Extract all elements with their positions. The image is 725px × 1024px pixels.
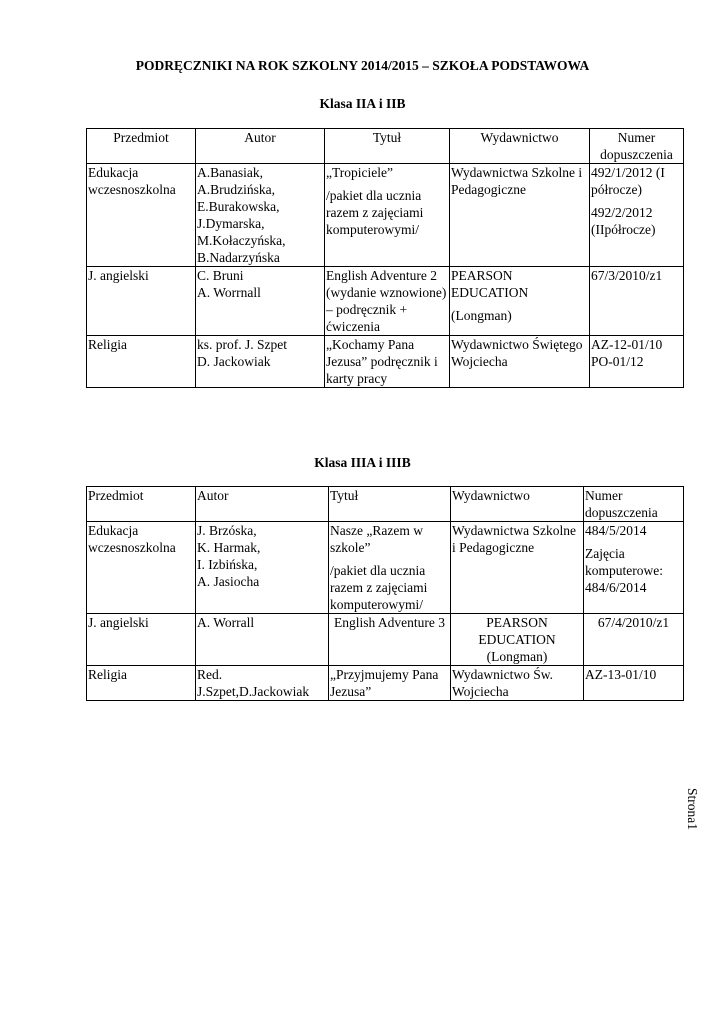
author-line: A. Worrall: [197, 615, 255, 630]
textbook-table-class-3: [86, 486, 684, 701]
table-row: [87, 267, 684, 336]
subject-line: Edukacja: [88, 523, 139, 538]
approval-number: 67/3/2010/z1: [591, 268, 663, 283]
publisher-text: Wydawnictwo Św. Wojciecha: [452, 667, 554, 699]
textbook-table-class-2: [86, 128, 684, 388]
author-cell: [196, 267, 325, 336]
subject-cell: [87, 522, 196, 614]
approval-number: 67/4/2010/z1: [597, 615, 670, 630]
approval-number: Zajęcia komputerowe: 484/6/2014: [585, 546, 663, 595]
approval-number-cell: [590, 267, 684, 336]
title-cell: [325, 164, 450, 267]
author-cell: [196, 614, 329, 666]
author-line: A. Jasiocha: [197, 574, 260, 589]
publisher-text: PEARSON EDUCATION (Longman): [478, 615, 556, 664]
approval-number-cell: [584, 614, 684, 666]
publisher-cell: [450, 267, 590, 336]
author-line: Red.: [197, 667, 223, 682]
page-number-label: Strona1: [685, 788, 700, 830]
header-author: Autor: [196, 129, 325, 164]
subject-line: J. angielski: [88, 268, 149, 283]
subject-cell: [87, 164, 196, 267]
header-title: Tytuł: [329, 487, 451, 522]
header-publisher: Wydawnictwo: [450, 129, 590, 164]
title-cell: [325, 336, 450, 388]
title-note: /pakiet dla ucznia razem z zajęciami komputerowymi/: [330, 563, 428, 612]
approval-number-cell: [590, 336, 684, 388]
title-cell: [325, 267, 450, 336]
author-line: M.Kołaczyńska,: [197, 233, 286, 248]
author-cell: [196, 336, 325, 388]
publisher-cell: [451, 666, 584, 701]
title-cell: [329, 666, 451, 701]
publisher-text: (Longman): [451, 308, 512, 323]
table-row: [87, 522, 684, 614]
subject-cell: [87, 614, 196, 666]
subject-line: Religia: [88, 337, 127, 352]
subject-line: J. angielski: [88, 615, 149, 630]
title-text: English Adventure 3: [334, 615, 445, 630]
table-row: [87, 164, 684, 267]
publisher-cell: [450, 336, 590, 388]
header-approval-number: Numer dopuszczenia: [584, 487, 684, 522]
publisher-text: Wydawnictwo Świętego Wojciecha: [451, 337, 583, 369]
page-title: PODRĘCZNIKI NA ROK SZKOLNY 2014/2015 – SZKOŁA PODSTAWOWA: [135, 58, 590, 73]
table-header-row: [87, 487, 684, 522]
author-line: I. Izbińska,: [197, 557, 258, 572]
title-text: „Przyjmujemy Pana Jezusa”: [330, 667, 439, 699]
publisher-text: Wydawnictwa Szkolne i Pedagogiczne: [452, 523, 577, 555]
author-cell: [196, 164, 325, 267]
header-approval-number: Numer dopuszczenia: [590, 129, 684, 164]
approval-number: 492/1/2012 (I półrocze): [591, 165, 665, 197]
title-text: „Kochamy Pana Jezusa” podręcznik i karty pracy: [326, 337, 438, 386]
publisher-text: PEARSON EDUCATION: [451, 268, 529, 300]
table-row: [87, 666, 684, 701]
table-row: [87, 614, 684, 666]
author-cell: [196, 666, 329, 701]
subject-line: Edukacja: [88, 165, 139, 180]
subject-line: Religia: [88, 667, 127, 682]
title-text: Nasze „Razem w szkole”: [330, 523, 423, 555]
approval-number-cell: [584, 522, 684, 614]
header-title: Tytuł: [325, 129, 450, 164]
subject-cell: [87, 666, 196, 701]
author-line: J. Brzóska,: [197, 523, 257, 538]
title-cell: [329, 522, 451, 614]
title-note: /pakiet dla ucznia razem z zajęciami komputerowymi/: [326, 188, 424, 237]
approval-number: 492/2/2012 (IIpółrocze): [591, 205, 656, 237]
section-heading-class-3: Klasa IIIA i IIIB: [314, 455, 411, 470]
subject-cell: [87, 267, 196, 336]
publisher-cell: [451, 614, 584, 666]
author-line: ks. prof. J. Szpet: [197, 337, 287, 352]
author-line: A. Worrnall: [197, 285, 261, 300]
table-row: [87, 336, 684, 388]
approval-number: AZ-13-01/10: [585, 667, 657, 682]
header-author: Autor: [196, 487, 329, 522]
subject-cell: [87, 336, 196, 388]
author-line: E.Burakowska,: [197, 199, 280, 214]
subject-line: wczesnoszkolna: [88, 182, 176, 197]
subject-line: wczesnoszkolna: [88, 540, 176, 555]
header-subject: Przedmiot: [87, 487, 196, 522]
author-line: K. Harmak,: [197, 540, 261, 555]
author-line: J.Dymarska,: [197, 216, 265, 231]
publisher-text: Wydawnictwa Szkolne i Pedagogiczne: [451, 165, 583, 197]
title-text: „Tropiciele”: [326, 165, 393, 180]
approval-number: PO-01/12: [591, 354, 644, 369]
section-heading-class-2: Klasa IIA i IIB: [319, 96, 406, 111]
title-text: English Adventure 2 (wydanie wznowione) – podręcznik + ćwiczenia: [326, 268, 447, 334]
author-line: C. Bruni: [197, 268, 244, 283]
author-line: B.Nadarzyńska: [197, 250, 280, 265]
table-header-row: [87, 129, 684, 164]
approval-number-cell: [590, 164, 684, 267]
author-line: J.Szpet,D.Jackowiak: [197, 684, 310, 699]
approval-number-cell: [584, 666, 684, 701]
author-line: A.Banasiak,: [197, 165, 263, 180]
author-line: A.Brudzińska,: [197, 182, 275, 197]
approval-number: AZ-12-01/10: [591, 337, 663, 352]
author-line: D. Jackowiak: [197, 354, 271, 369]
author-cell: [196, 522, 329, 614]
publisher-cell: [450, 164, 590, 267]
header-subject: Przedmiot: [87, 129, 196, 164]
title-cell: [329, 614, 451, 666]
header-publisher: Wydawnictwo: [451, 487, 584, 522]
publisher-cell: [451, 522, 584, 614]
approval-number: 484/5/2014: [585, 523, 647, 538]
